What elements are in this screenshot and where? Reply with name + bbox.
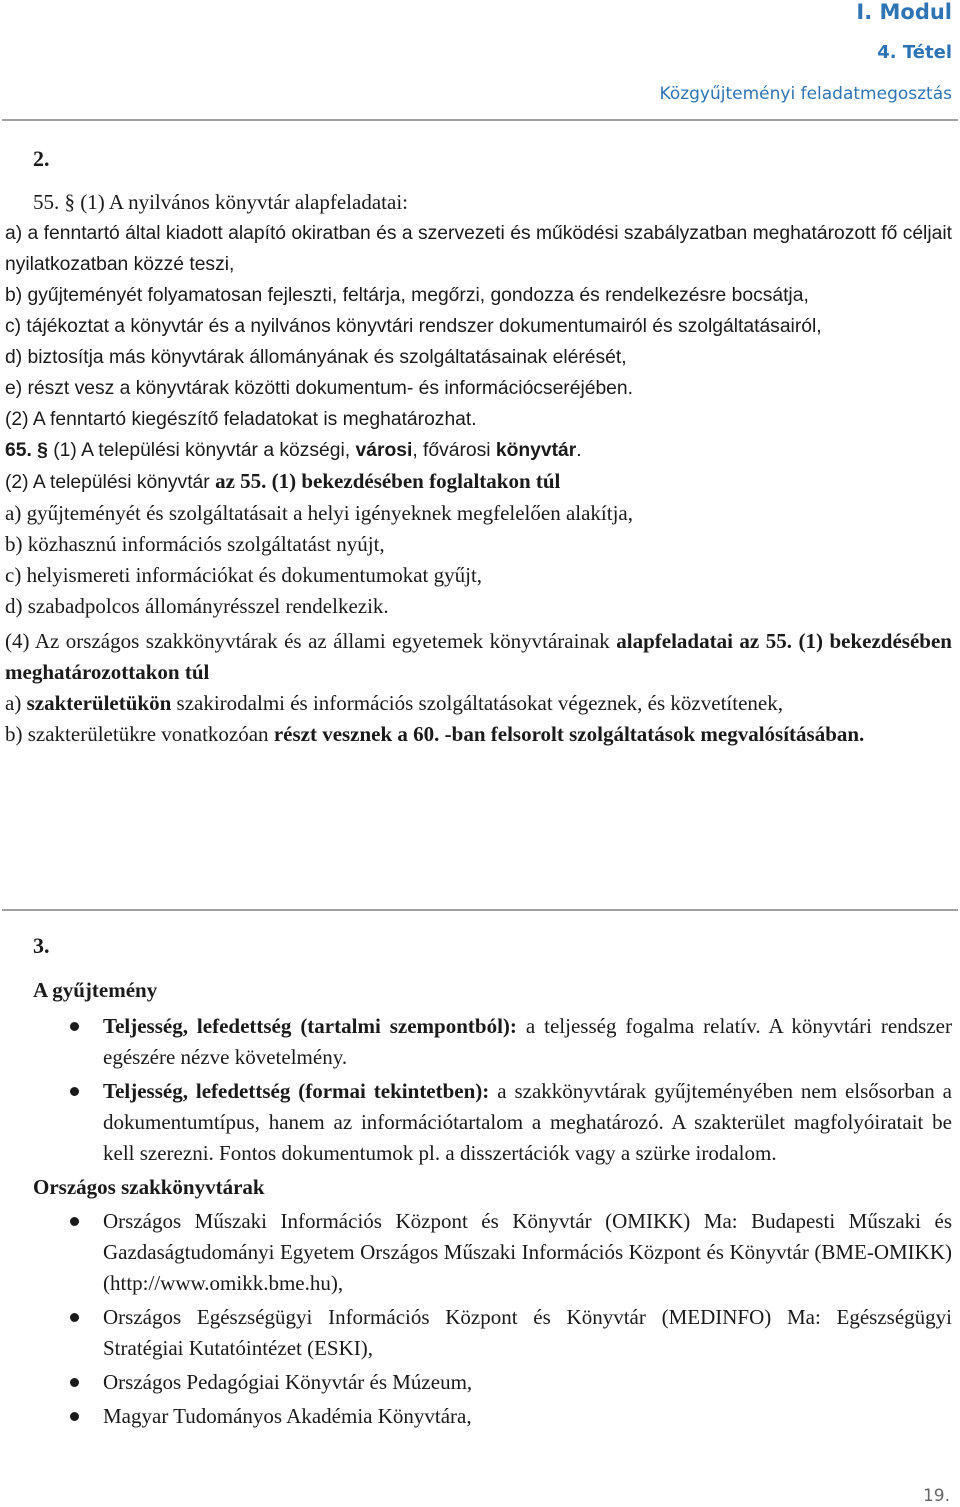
bullet-icon — [70, 1087, 79, 1096]
collection-list — [33, 1011, 952, 1169]
bullet-icon — [70, 1378, 79, 1387]
item-55-a: a) a fenntartó által kiadott alapító okiratban és a szervezeti és működési szabályzatban meghatározott fő céljait nyilatkozatban közzé teszi, — [5, 223, 952, 275]
list-item: Magyar Tudományos Akadémia Könyvtára, — [33, 1401, 952, 1432]
header-subtitle: Közgyűjteményi feladatmegosztás — [659, 84, 952, 104]
list-item: Országos Műszaki Információs Központ és Könyvtár (OMIKK) Ma: Budapesti Műszaki és Gazdaságtudományi Egyetem Országos Műszaki Információs Központ és Könyvtár (BME-OMIKK) (http://www.omikk.bme.hu), — [33, 1206, 952, 1299]
paragraph-55-text: (1) A nyilvános könyvtár alapfeladatai: — [75, 190, 408, 214]
section-sign-icon: § — [59, 190, 75, 214]
bullet-icon — [70, 1412, 79, 1421]
list-item: Teljesség, lefedettség (formai tekintetben): a szakkönyvtárak gyűjteményében nem elsősorban a dokumentumtípus, hanem az információtartalom a meghatározó. A szakterület magfolyóiratait be kell szerezni. Fontos dokumentumok pl. a disszertációk vagy a szürke irodalom. — [33, 1076, 952, 1169]
bullet-icon — [70, 1313, 79, 1322]
item-55-c: c) tájékoztat a könyvtár és a nyilvános könyvtári rendszer dokumentumairól és szolgáltatásairól, — [5, 316, 822, 337]
module-title: I. Modul — [856, 0, 952, 24]
paragraph-65-1: 65. § (1) A települési könyvtár a községi, városi, fővárosi könyvtár. — [5, 440, 582, 461]
item-4-b: b) szakterületükre vonatkozóan részt vesznek a 60. -ban felsorolt szolgáltatások megvalósításában. — [5, 722, 865, 746]
heading-national-libraries: Országos szakkönyvtárak — [33, 1175, 265, 1199]
item-55-d: d) biztosítja más könyvtárak állományának és szolgáltatásainak elérését, — [5, 347, 627, 368]
item-4-a: a) szakterületükön szakirodalmi és információs szolgáltatásokat végeznek, és közvetítenek, — [5, 691, 783, 715]
bullet-icon — [70, 1217, 79, 1226]
paragraph-4: (4) Az országos szakkönyvtárak és az állami egyetemek könyvtárainak alapfeladatai az 55. (1) bekezdésében meghatározottakon túl — [5, 629, 952, 684]
heading-collection: A gyűjtemény — [33, 978, 158, 1002]
item-65-a: a) gyűjteményét és szolgáltatásait a helyi igényeknek megfelelően alakítja, — [5, 501, 634, 525]
section-sign-icon: § — [31, 440, 48, 461]
header-divider — [2, 119, 958, 121]
item-title: 4. Tétel — [877, 42, 952, 63]
section-number-2: 2. — [33, 146, 50, 171]
item-55-b: b) gyűjteményét folyamatosan fejleszti, feltárja, megőrzi, gondozza és rendelkezésre bocsátja, — [5, 285, 809, 306]
section-divider — [2, 909, 958, 911]
item-65-c: c) helyismereti információkat és dokumentumokat gyűjt, — [5, 563, 483, 587]
list-item: Országos Pedagógiai Könyvtár és Múzeum, — [33, 1367, 952, 1398]
section-ref-55: 55. — [33, 190, 60, 214]
page-number: 19. — [922, 1486, 950, 1506]
section-ref-65: 65. — [5, 440, 32, 461]
list-item: Teljesség, lefedettség (tartalmi szempontból): a teljesség fogalma relatív. A könyvtári rendszer egészére nézve követelmény. — [33, 1011, 952, 1073]
list-item: Országos Egészségügyi Információs Központ és Könyvtár (MEDINFO) Ma: Egészségügyi Stratégiai Kutatóintézet (ESKI), — [33, 1302, 952, 1364]
paragraph-65-2: (2) A települési könyvtár az 55. (1) bekezdésében foglaltakon túl — [5, 469, 561, 493]
section-2-body — [5, 187, 952, 750]
item-65-b: b) közhasznú információs szolgáltatást nyújt, — [5, 532, 385, 556]
section-3-body — [33, 975, 952, 1432]
paragraph-55-heading — [5, 187, 952, 218]
bullet-icon — [70, 1022, 79, 1031]
item-65-d: d) szabadpolcos állományrésszel rendelkezik. — [5, 594, 389, 618]
item-55-e: e) részt vesz a könyvtárak közötti dokumentum- és információcseréjében. — [5, 378, 633, 399]
section-number-3: 3. — [33, 933, 50, 958]
national-libraries-list — [33, 1206, 952, 1432]
paragraph-55-2: (2) A fenntartó kiegészítő feladatokat is meghatározhat. — [5, 409, 477, 430]
